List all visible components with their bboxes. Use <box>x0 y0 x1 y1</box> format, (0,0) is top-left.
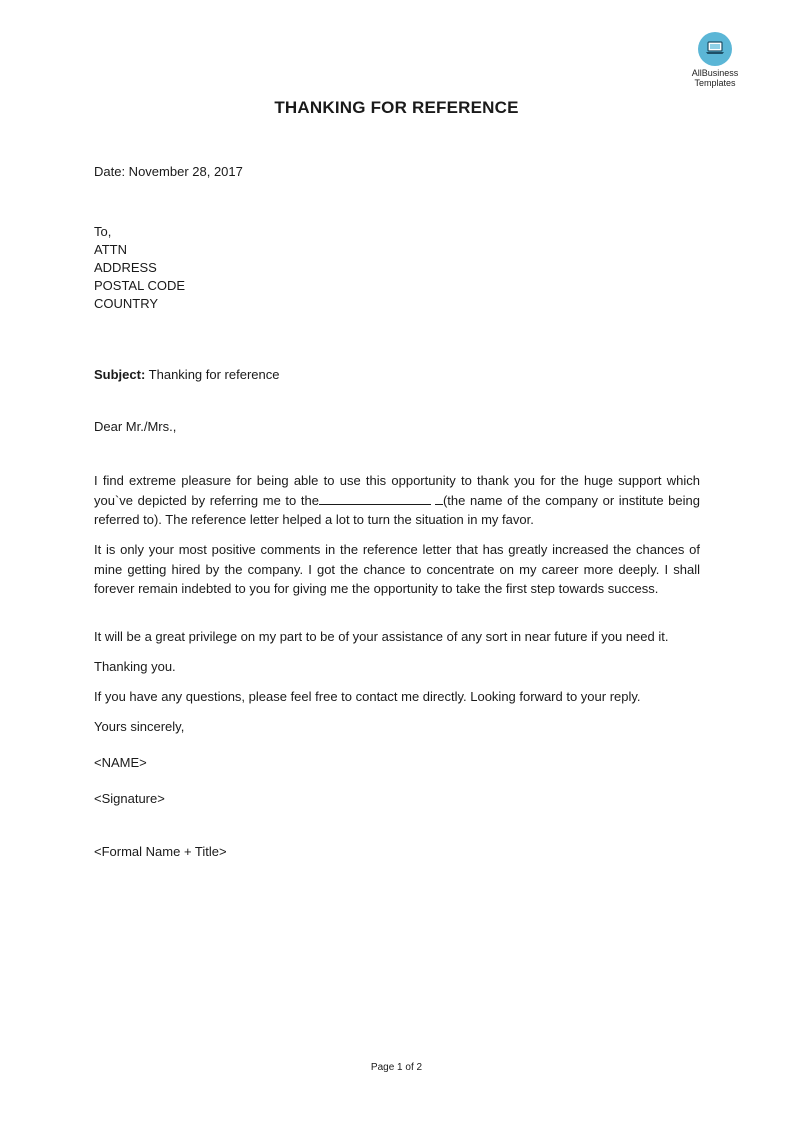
address-attn: ATTN <box>94 242 127 257</box>
closing: Yours sincerely, <box>94 719 185 734</box>
logo-line-1: AllBusiness <box>691 68 739 78</box>
paragraph-1-start: I find extreme pleasure for being able to use this opportunity to thank you for the huge support which you`ve depicted by referring me to the <box>94 473 700 508</box>
laptop-icon <box>705 40 725 56</box>
paragraph-1-end: (the name of the company or institute being referred to). The reference letter helped a lot to turn the situation in my favor. <box>94 492 700 527</box>
subject-line <box>94 366 279 384</box>
address-country: COUNTRY <box>94 296 159 311</box>
letter-date: Date: November 28, 2017 <box>94 164 243 179</box>
address-to: To, <box>94 224 112 239</box>
address-postal-code: POSTAL CODE <box>94 278 186 293</box>
document-title: THANKING FOR REFERENCE <box>274 98 519 117</box>
subject-label: Subject: <box>94 367 146 382</box>
signature-placeholder: <Signature> <box>94 791 165 806</box>
subject-text: Thanking for reference <box>145 367 280 382</box>
paragraph-3: It will be a great privilege on my part to be of your assistance of any sort in near future if you need it. <box>94 629 669 644</box>
paragraph-2: It is only your most positive comments in the reference letter that has greatly increased the chances of mine getting hired by the company. I got the chance to concentrate on my career more deeply. I shall forever remain indebted to you for giving me the opportunity to take the first step towards success. <box>94 542 700 596</box>
paragraph-5: If you have any questions, please feel free to contact me directly. Looking forward to your reply. <box>94 689 641 704</box>
logo-line-2: Templates <box>694 78 736 88</box>
recipient-address <box>94 223 185 313</box>
name-placeholder: <NAME> <box>94 755 147 770</box>
paragraph-1 <box>94 471 700 530</box>
formal-name-placeholder: <Formal Name + Title> <box>94 844 227 859</box>
paragraph-4: Thanking you. <box>94 659 176 674</box>
brand-logo <box>684 32 746 88</box>
logo-badge <box>698 32 732 66</box>
logo-text <box>684 68 746 88</box>
page-number: Page 1 of 2 <box>370 1062 423 1073</box>
salutation: Dear Mr./Mrs., <box>94 419 177 434</box>
address-line: ADDRESS <box>94 260 157 275</box>
blank-field-short <box>435 492 443 505</box>
blank-field <box>319 492 431 505</box>
